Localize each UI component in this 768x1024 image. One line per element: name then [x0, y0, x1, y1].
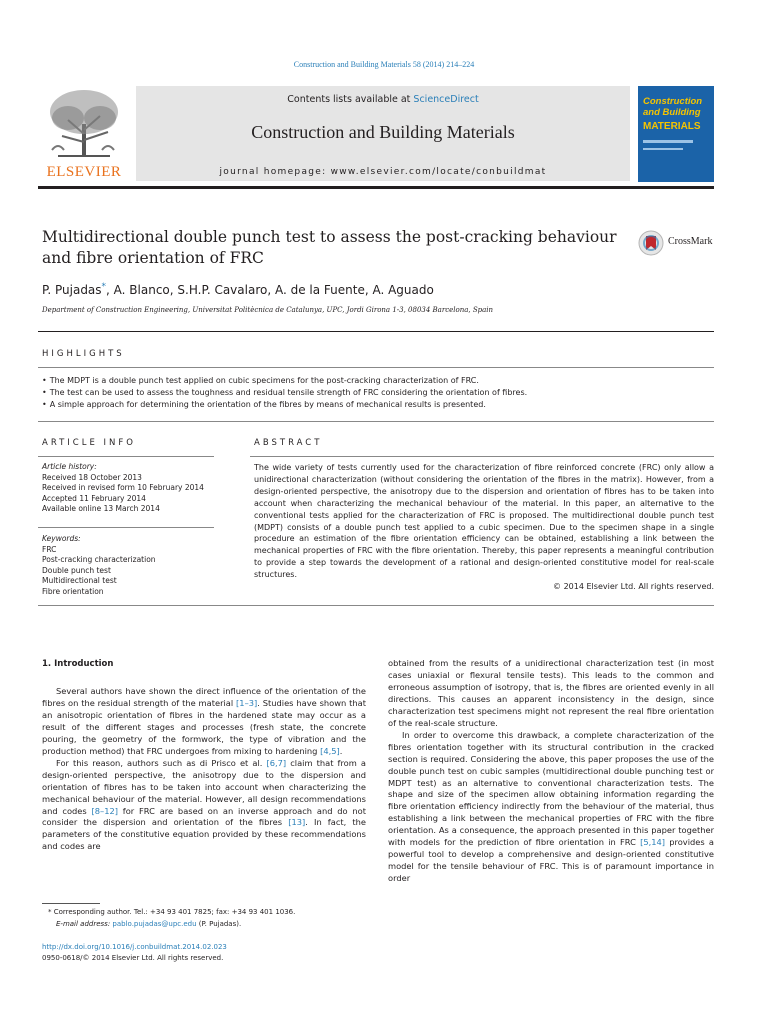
author-list	[42, 282, 682, 297]
divider	[38, 421, 714, 422]
keyword-item: Multidirectional test	[42, 576, 117, 585]
crossmark-icon	[638, 230, 664, 256]
contents-line	[136, 94, 630, 105]
paragraph: obtained from the results of a unidirectional characterization test (in most cases uniaxial or flexural tensile tests). This leads to the common and erroneous assumption of isotropy, that is, the fibres are oriented evenly in all directions. This causes an apparent inconsistency in the design, since characterization test specimens might not represent the real fibre orientation of the real-scale structure.	[388, 658, 714, 728]
text: claim that from a design-oriented perspective, the anisotropy due to the dispersion and orientation of fibres has to be taken into account when characterizing the mechanical behaviour of the material. However, all design recommendations and codes	[42, 757, 366, 816]
crossmark-badge[interactable]	[638, 230, 716, 256]
journal-cover[interactable]	[638, 86, 714, 182]
article-info-heading: ARTICLE INFO	[42, 438, 136, 448]
text: .	[339, 745, 343, 756]
citation-link[interactable]: [5,14]	[640, 837, 666, 848]
highlight-item: • The MDPT is a double punch test applied on cubic specimens for the post-cracking characterization of FRC.	[42, 375, 722, 387]
footnote	[48, 906, 368, 930]
co-authors: , A. Blanco, S.H.P. Cavalaro, A. de la Fuente, A. Aguado	[106, 283, 434, 297]
history-item: Available online 13 March 2014	[42, 504, 160, 513]
text: For this reason, authors such as di Prisco et al.	[56, 757, 267, 768]
crossmark-label: CrossMark	[668, 236, 713, 247]
journal-name: Construction and Building Materials	[251, 122, 515, 142]
abstract-heading: ABSTRACT	[254, 438, 323, 448]
section-heading-introduction: 1. Introduction	[42, 659, 114, 669]
journal-homepage[interactable]: journal homepage: www.elsevier.com/locate/conbuildmat	[219, 167, 547, 177]
text: for FRC are based on an inverse approach and do not consider the dispersion and orientation of the fibres	[42, 805, 366, 828]
citation-link[interactable]: [1–3]	[236, 697, 258, 708]
sciencedirect-link[interactable]: ScienceDirect	[413, 94, 479, 105]
cover-stripe	[643, 148, 683, 150]
article-history	[42, 462, 212, 515]
abstract-copyright: © 2014 Elsevier Ltd. All rights reserved.	[553, 582, 714, 592]
text: . In fact, the parameters of the constitutive equation provided by these recommendations and codes are	[42, 817, 366, 852]
cover-stripe	[643, 140, 693, 143]
keywords-label: Keywords:	[42, 534, 81, 543]
email-suffix: (P. Pujadas).	[196, 920, 242, 928]
history-item: Received 18 October 2013	[42, 472, 142, 482]
history-item: Received in revised form 10 February 2014	[42, 483, 204, 492]
affiliation: Department of Construction Engineering, Universitat Politècnica de Catalunya, UPC, Jordi Girona 1-3, 08034 Barcelona, Spain	[42, 306, 494, 314]
highlights-list	[42, 375, 722, 412]
paragraph	[42, 686, 366, 758]
article-title: Multidirectional double punch test to assess the post-cracking behaviour and fibre orientation of FRC	[42, 228, 617, 267]
email-line	[48, 918, 368, 930]
text: In order to overcome this drawback, a complete characterization of the fibres orientation together with its structural contribution in the cracked section is required. Considering the above, this paper proposes the use of the double punch test on cubic samples (multidirectional double punching test or MDPT test) as an alternative to conventional characterization tests. The shape and size of the specimen allow obtaining information regarding the fibre orientation efficiency indirectly from the behaviour of the material, thus establishing a link between the mechanical properties of FRC with the fibre orientation. As a consequence, the approach presented in this paper together with models for the prediction of fibre orientation in FRC	[388, 729, 714, 848]
divider	[38, 527, 214, 528]
divider	[38, 456, 214, 457]
highlight-item: • A simple approach for determining the orientation of the fibres by means of mechanical results is presented.	[42, 399, 722, 411]
keyword-item: Fibre orientation	[42, 586, 104, 596]
citation-link[interactable]: [8–12]	[91, 805, 118, 816]
elsevier-logo[interactable]	[38, 84, 130, 182]
cover-title: Construction and Building	[643, 96, 703, 118]
abstract-body	[254, 462, 714, 593]
citation-link[interactable]: [6,7]	[266, 757, 287, 768]
paragraph	[42, 758, 366, 854]
body-left-column	[42, 686, 366, 853]
abstract-text: The wide variety of tests currently used for the characterization of fibre reinforced concrete (FRC) only allow a unidirectional characterization (without considering the orientation of the fibres in the matrix). However, from a design-oriented perspective, the anisotropy due to the dispersion and orientation of fibres has to be taken into account when characterizing the mechanical behaviour of the material. In this paper, an alternative to the conventional tests applied for the characterization of FRC is proposed. The multidirectional double punch test (MDPT) consists of a double punch test applied to a cubic specimen. Due to the specimen shape in a single procedure an estimation of the fibre orientation efficiency can be obtained, establishing a link between the mechanical properties of FRC with the fibre orientation. Thereby, this paper represents a meaningful contribution to provide a step towards the development of a rational and design-oriented constitutive model for real-scale structures.	[254, 463, 714, 580]
history-item: Accepted 11 February 2014	[42, 493, 146, 503]
issn-line: 0950-0618/© 2014 Elsevier Ltd. All rights reserved.	[42, 954, 224, 962]
article-footer	[42, 942, 372, 964]
history-label: Article history:	[42, 462, 97, 471]
doi-link[interactable]: http://dx.doi.org/10.1016/j.conbuildmat.2014.02.023	[42, 943, 227, 951]
corresponding-author-note: * Corresponding author. Tel.: +34 93 401 7825; fax: +34 93 401 1036.	[48, 908, 296, 916]
citation-link[interactable]: [4,5]	[320, 745, 340, 756]
text: provides a powerful tool to develop a comprehensive and design-oriented constitutive model for the tensile behaviour of FRC. This is of paramount importance in order	[388, 837, 714, 884]
cover-subtitle: MATERIALS	[643, 121, 701, 132]
keyword-item: FRC	[42, 544, 57, 554]
text: Several authors have shown the direct influence of the orientation of the fibres on the residual strength of the material	[42, 686, 366, 708]
header-rule	[38, 186, 714, 189]
footnote-rule	[42, 903, 100, 904]
corresponding-mark[interactable]: *	[101, 282, 107, 292]
keyword-item: Post-cracking characterization	[42, 555, 156, 564]
highlights-heading: HIGHLIGHTS	[42, 349, 125, 359]
body-right-column	[388, 658, 714, 885]
journal-banner	[136, 86, 630, 181]
divider	[250, 456, 714, 457]
keywords	[42, 534, 212, 597]
divider	[38, 367, 714, 368]
divider	[38, 605, 714, 606]
email-link[interactable]: pablo.pujadas@upc.edu	[112, 920, 197, 928]
paragraph	[388, 730, 714, 885]
citation-link[interactable]: [13]	[288, 817, 306, 828]
first-author[interactable]: P. Pujadas	[42, 283, 102, 297]
keyword-item: Double punch test	[42, 565, 111, 575]
highlight-item: • The test can be used to assess the toughness and residual tensile strength of FRC considering the orientation of fibres.	[42, 387, 722, 399]
journal-reference[interactable]: Construction and Building Materials 58 (2014) 214–224	[293, 60, 475, 69]
email-label: E-mail address:	[56, 920, 113, 928]
contents-prefix: Contents lists available at	[287, 94, 414, 105]
elsevier-wordmark: ELSEVIER	[46, 164, 122, 180]
text: . Studies have shown that an anisotropic orientation of fibres in the hardened state may occur as a result of the different stages and processes (fresh state, the concrete pouring, the geometry of the formwork, the type of vibration and the production method) that FRC undergoes from mixing to hardening	[42, 697, 366, 756]
divider	[38, 331, 714, 332]
